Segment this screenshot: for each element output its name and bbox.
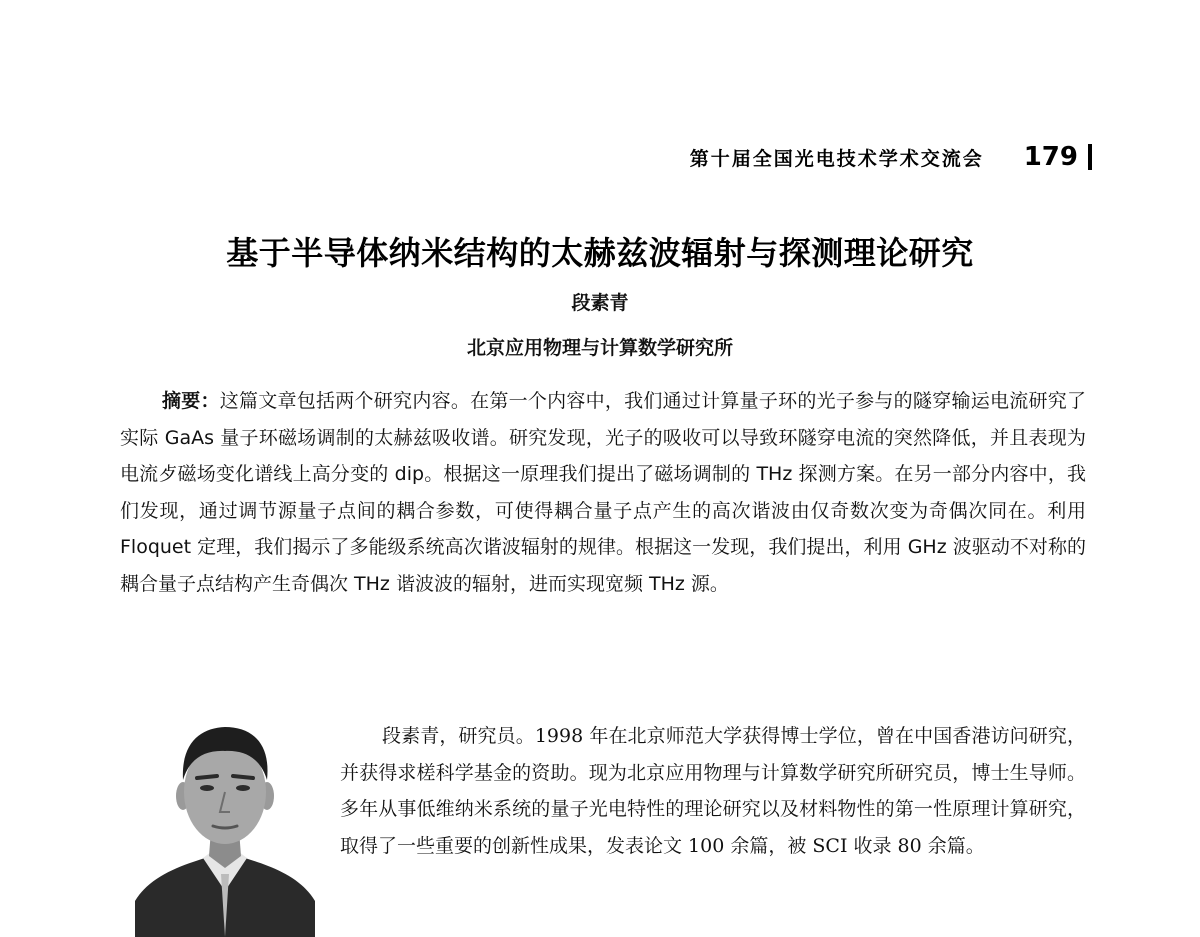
author-affiliation: 北京应用物理与计算数学研究所 [466, 337, 733, 359]
running-header [690, 142, 1092, 172]
author-photo [135, 706, 315, 937]
conference-name: 第十届全国光电技术学术交流会 [689, 147, 984, 170]
abstract [120, 383, 1086, 602]
abstract-label: 摘要： [162, 390, 220, 412]
author-name: 段素青 [571, 292, 629, 314]
paper-title: 基于半导体纳米结构的太赫兹波辐射与探测理论研究 [226, 234, 974, 272]
page-marker-bar [1088, 144, 1092, 170]
page-number: 179 [1023, 142, 1078, 172]
abstract-text: 这篇文章包括两个研究内容。在第一个内容中，我们通过计算量子环的光子参与的隧穿输运电流研究了实际 GaAs 量子环磁场调制的太赫兹吸收谱。研究发现，光子的吸收可以导致环隧穿电流的突然降低，并且表现为电流歺磁场变化谱线上高分变的 dip。根据这一原理我们提出了磁场调制的 THz 探测方案。在另一部分内容中，我们发现，通过调节源量子点间的耦合参数，可使得耦合量子点产生的高次谐波由仅奇数次变为奇偶次同在。利用 Floquet 定理，我们揭示了多能级系统高次谐波辐射的规律。根据这一发现，我们提出，利用 GHz 波驱动不对称的耦合量子点结构产生奇偶次 THz 谐波波的辐射，进而实现宽频 THz 源。 [120, 390, 1086, 595]
author-bio: 段素青，研究员。1998 年在北京师范大学获得博士学位，曾在中国香港访问研究，并获得求槎科学基金的资助。现为北京应用物理与计算数学研究所研究员，博士生导师。多年从事低维纳米系统的量子光电特性的理论研究以及材料物性的第一性原理计算研究，取得了一些重要的创新性成果，发表论文 100 余篇，被 SCI 收录 80 余篇。 [340, 725, 1086, 857]
